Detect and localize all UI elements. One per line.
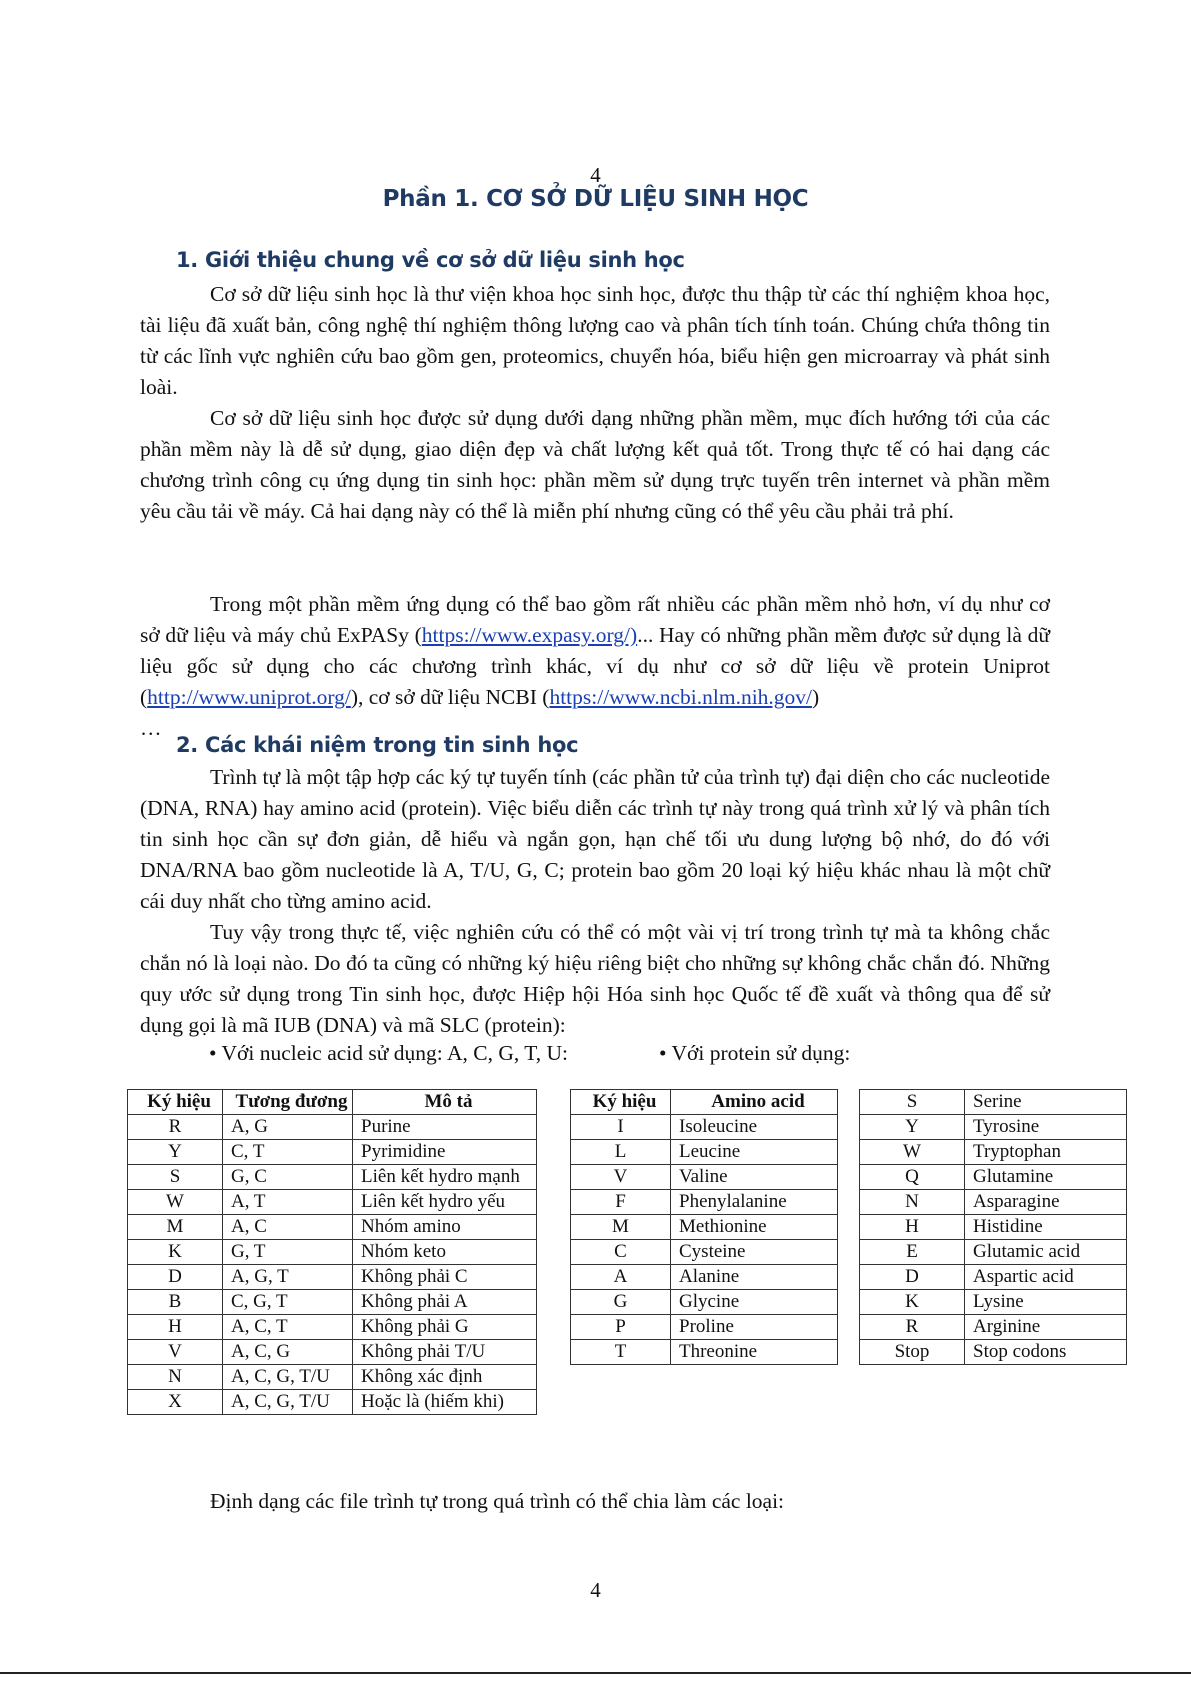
table-row: E Glutamic acid [860, 1240, 1127, 1265]
table-row: R Arginine [860, 1315, 1127, 1340]
page-number-top: 4 [590, 163, 601, 187]
table-row: V Valine [571, 1165, 838, 1190]
header-cell: Ký hiệu [128, 1090, 223, 1115]
page-title: Phần 1. CƠ SỞ DỮ LIỆU SINH HỌC [382, 186, 809, 212]
table-row: Q Glutamine [860, 1165, 1127, 1190]
table-row: P Proline [571, 1315, 838, 1340]
table-row: R A, G Purine [128, 1115, 537, 1140]
table-row: W Tryptophan [860, 1140, 1127, 1165]
table-row: D A, G, T Không phải C [128, 1265, 537, 1290]
table-row: N Asparagine [860, 1190, 1127, 1215]
iub-code-table [127, 1089, 537, 1415]
table-row: X A, C, G, T/U Hoặc là (hiếm khi) [128, 1390, 537, 1415]
amino-acid-table-2 [859, 1089, 1127, 1365]
bullet-protein: • Với protein sử dụng: [659, 1041, 851, 1065]
table-row: I Isoleucine [571, 1115, 838, 1140]
table-row: H Histidine [860, 1215, 1127, 1240]
header-cell: Ký hiệu [571, 1090, 671, 1115]
uniprot-link[interactable]: http://www.uniprot.org/ [147, 685, 351, 709]
table-row: C Cysteine [571, 1240, 838, 1265]
table-row: D Aspartic acid [860, 1265, 1127, 1290]
table-row: Stop Stop codons [860, 1340, 1127, 1365]
table-row: Y Tyrosine [860, 1115, 1127, 1140]
table-row: N A, C, G, T/U Không xác định [128, 1365, 537, 1390]
header-cell: Tương đương [223, 1090, 353, 1115]
expasy-link[interactable]: https://www.expasy.org/) [421, 623, 638, 647]
header-cell: Amino acid [671, 1090, 838, 1115]
table-header-row [571, 1090, 838, 1115]
table-row: V A, C, G Không phải T/U [128, 1340, 537, 1365]
amino-acid-table-1 [570, 1089, 838, 1365]
page-number-bottom: 4 [590, 1578, 601, 1602]
closing-paragraph: Định dạng các file trình tự trong quá trình có thể chia làm các loại: [210, 1489, 785, 1513]
table-row: K G, T Nhóm keto [128, 1240, 537, 1265]
table-row: Y C, T Pyrimidine [128, 1140, 537, 1165]
ellipsis: … [140, 716, 162, 740]
table-header-row [128, 1090, 537, 1115]
table-row: S Serine [860, 1090, 1127, 1115]
table-row: T Threonine [571, 1340, 838, 1365]
table-row: H A, C, T Không phải G [128, 1315, 537, 1340]
table-row: M Methionine [571, 1215, 838, 1240]
table-row: W A, T Liên kết hydro yếu [128, 1190, 537, 1215]
table-row: M A, C Nhóm amino [128, 1215, 537, 1240]
table-row: G Glycine [571, 1290, 838, 1315]
section-1-paragraph-2: Cơ sở dữ liệu sinh học được sử dụng dưới dạng những phần mềm, mục đích hướng tới của các phần mềm này là dễ sử dụng, giao diện đẹp và chất lượng kết quả tốt. Trong thực tế có hai dạng các chương trình công cụ ứng dụng tin sinh học: phần mềm sử dụng trực tuyến trên internet và phần mềm yêu cầu tải về máy. Cả hai dạng này có thể là miễn phí nhưng cũng có thể yêu cầu phải trả phí. [140, 406, 1050, 523]
table-row: B C, G, T Không phải A [128, 1290, 537, 1315]
table-row: K Lysine [860, 1290, 1127, 1315]
footer-rule [0, 1672, 1191, 1674]
section-2-heading: 2. Các khái niệm trong tin sinh học [176, 733, 579, 757]
header-cell: Mô tả [353, 1090, 537, 1115]
section-1-paragraph-3: Trong một phần mềm ứng dụng có thể bao gồm rất nhiều các phần mềm nhỏ hơn, ví dụ như cơ sở dữ liệu và máy chủ ExPASy (https://www.expasy.org/)... Hay có những phần mềm được sử dụng là dữ liệu gốc sử dụng cho các chương trình khác, ví dụ như cơ sở dữ liệu về protein Uniprot (http://www.uniprot.org/), cơ sở dữ liệu NCBI (https://www.ncbi.nlm.nih.gov/) … [140, 592, 1050, 740]
ncbi-link[interactable]: https://www.ncbi.nlm.nih.gov/ [549, 685, 813, 709]
section-1-paragraph-1: Cơ sở dữ liệu sinh học là thư viện khoa học sinh học, được thu thập từ các thí nghiệm khoa học, tài liệu đã xuất bản, công nghệ thí nghiệm thông lượng cao và phân tích tính toán. Chúng chứa thông tin từ các lĩnh vực nghiên cứu bao gồm gen, proteomics, chuyển hóa, biểu hiện gen microarray và phát sinh loài. [140, 282, 1050, 399]
table-row: S G, C Liên kết hydro mạnh [128, 1165, 537, 1190]
table-row: A Alanine [571, 1265, 838, 1290]
table-row: F Phenylalanine [571, 1190, 838, 1215]
bullet-nucleic-acid: • Với nucleic acid sử dụng: A, C, G, T, U: [209, 1041, 568, 1065]
table-row: L Leucine [571, 1140, 838, 1165]
section-1-heading: 1. Giới thiệu chung về cơ sở dữ liệu sinh học [176, 248, 685, 272]
section-2-paragraph-2: Tuy vậy trong thực tế, việc nghiên cứu có thể có một vài vị trí trong trình tự mà ta không chắc chắn nó là loại nào. Do đó ta cũng có những ký hiệu riêng biệt cho những sự không chắc chắn đó. Những quy ước sử dụng trong Tin sinh học, được Hiệp hội Hóa sinh học Quốc tế đề xuất và thông qua để sử dụng gọi là mã IUB (DNA) và mã SLC (protein): [140, 920, 1050, 1037]
section-2-paragraph-1: Trình tự là một tập hợp các ký tự tuyến tính (các phần tử của trình tự) đại diện cho các nucleotide (DNA, RNA) hay amino acid (protein). Việc biểu diễn các trình tự này trong quá trình xử lý và phân tích tin sinh học cần sự đơn giản, dễ hiểu và ngắn gọn, hạn chế tối ưu dung lượng bộ nhớ, do đó với DNA/RNA bao gồm nucleotide là A, T/U, G, C; protein bao gồm 20 loại ký hiệu khác nhau là một chữ cái duy nhất cho từng amino acid. [140, 765, 1050, 913]
